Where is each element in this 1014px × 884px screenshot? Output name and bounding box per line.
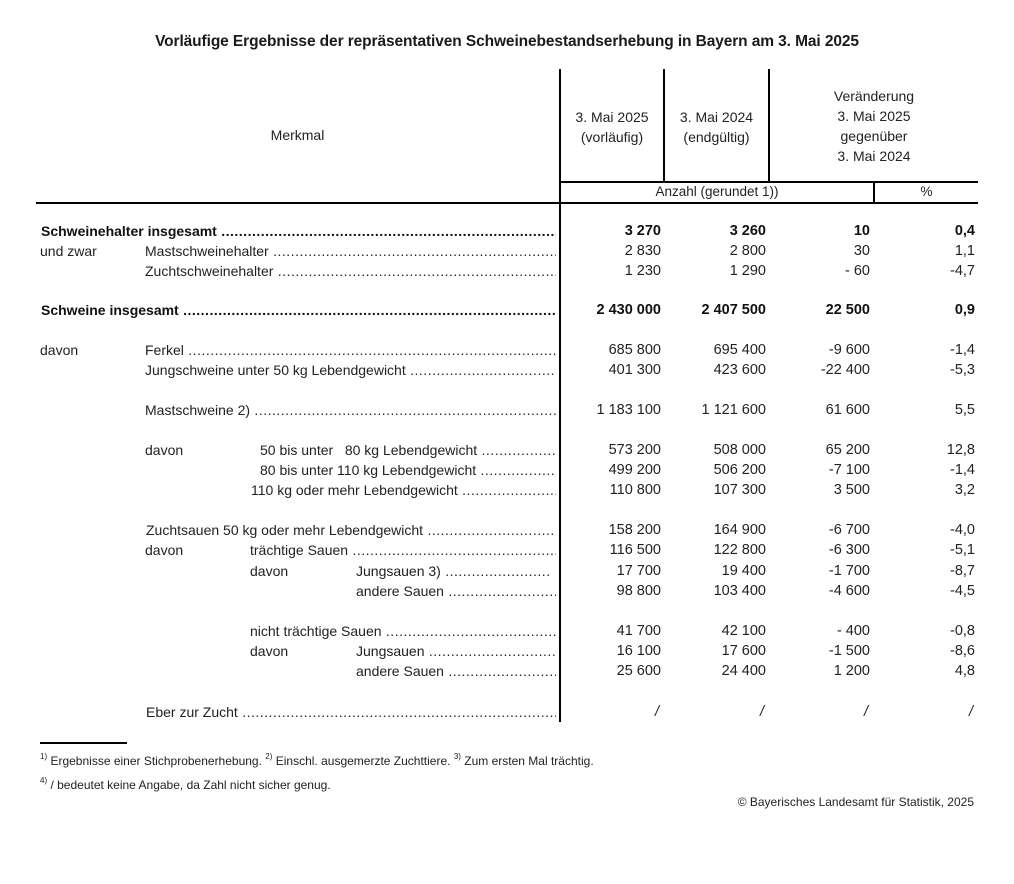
footnote-marker-1: 1) — [40, 752, 48, 761]
table-cell: 4,8 — [954, 663, 975, 679]
table-cell: 12,8 — [946, 442, 975, 458]
table-cell: 2 800 — [729, 243, 766, 259]
table-cell: -9 600 — [828, 342, 870, 358]
table-cell: 122 800 — [713, 542, 766, 558]
table-cell: 3 500 — [833, 482, 870, 498]
row-label-jungschweine: Jungschweine unter 50 kg Lebendgewicht ..... — [145, 360, 556, 380]
table-cell: 110 800 — [609, 482, 661, 498]
page-title: Vorläufige Ergebnisse der repräsentativen Schweinebestandserhebung in Bayern am 3. Mai 2025 — [155, 33, 859, 50]
table-cell: -4,7 — [950, 263, 975, 279]
row-label-50-80kg: 50 bis unter 80 kg Lebendgewicht ..... — [260, 440, 556, 460]
table-cell: -6 700 — [828, 522, 870, 538]
divider-merkmal-values — [559, 69, 561, 722]
table-cell: 41 700 — [616, 623, 661, 639]
table-cell: 30 — [853, 243, 870, 259]
table-cell: - 60 — [845, 263, 870, 279]
row-prefix-davon: davon — [145, 542, 184, 558]
row-label-jungsauen-nicht-traechtig: Jungsauen ..... — [356, 641, 556, 661]
header-col-2025 — [561, 107, 663, 147]
row-prefix-davon: davon — [250, 643, 289, 659]
table-cell: 103 400 — [713, 583, 766, 599]
table-cell: -1,4 — [950, 342, 975, 358]
table-cell: - 400 — [836, 623, 870, 639]
table-cell: 116 500 — [609, 542, 661, 558]
header-col-2024-date: 3. Mai 2024 — [679, 109, 754, 125]
header-change-line1: Veränderung — [833, 88, 915, 104]
table-cell: 65 200 — [825, 442, 870, 458]
row-label-110kg-plus: 110 kg oder mehr Lebendgewicht ..... — [251, 480, 556, 500]
table-cell: 5,5 — [954, 402, 975, 418]
table-cell: -5,1 — [950, 542, 975, 558]
row-label-andere-sauen-nicht-traechtig: andere Sauen ..... — [356, 661, 556, 681]
row-label-schweinehalter-insgesamt: Schweinehalter insgesamt ..... — [41, 221, 556, 241]
footnote-marker-2: 2) — [265, 752, 273, 761]
row-label-ferkel: Ferkel ..... — [145, 340, 556, 360]
table-cell: 1 290 — [729, 263, 766, 279]
table-cell: / — [654, 704, 659, 720]
table-cell: 61 600 — [825, 402, 870, 418]
table-cell: -6 300 — [828, 542, 870, 558]
table-cell: 22 500 — [825, 302, 870, 318]
table-cell: 3,2 — [954, 482, 975, 498]
table-cell: 506 200 — [713, 462, 766, 478]
footnote-text-1: Ergebnisse einer Stichprobenerhebung. — [47, 754, 266, 768]
header-col-2025-status: (vorläufig) — [580, 129, 644, 145]
table-cell: 3 260 — [729, 223, 766, 239]
table-cell: -0,8 — [950, 623, 975, 639]
table-cell: 17 600 — [721, 643, 766, 659]
row-label-80-110kg: 80 bis unter 110 kg Lebendgewicht ..... — [260, 460, 556, 480]
divider-header-body — [36, 202, 978, 204]
table-cell: 164 900 — [713, 522, 766, 538]
row-label-mastschweine: Mastschweine 2) ..... — [145, 400, 556, 420]
table-cell: -8,7 — [950, 563, 975, 579]
table-cell: 42 100 — [721, 623, 766, 639]
table-cell: -1,4 — [950, 462, 975, 478]
table-cell: 3 270 — [624, 223, 661, 239]
row-prefix-davon: davon — [40, 342, 79, 358]
table-cell: / — [968, 704, 973, 720]
row-label-schweine-insgesamt: Schweine insgesamt ..... — [41, 300, 556, 320]
header-change-line3: gegenüber — [840, 128, 908, 144]
table-cell: 25 600 — [616, 663, 661, 679]
table-cell: 17 700 — [616, 563, 661, 579]
table-cell: 107 300 — [713, 482, 766, 498]
header-col-change — [770, 86, 978, 166]
table-cell: 423 600 — [713, 362, 766, 378]
table-cell: -1 500 — [828, 643, 870, 659]
row-label-jungsauen-traechtig: Jungsauen 3) ..... — [356, 561, 549, 581]
table-cell: 401 300 — [608, 362, 661, 378]
table-cell: 1,1 — [954, 243, 975, 259]
row-label-eber-zur-zucht: Eber zur Zucht ..... — [146, 702, 556, 722]
table-cell: 1 183 100 — [596, 402, 661, 418]
table-cell: 695 400 — [713, 342, 766, 358]
header-unit-percent: % — [920, 184, 933, 199]
table-cell: 1 121 600 — [701, 402, 766, 418]
footnote-text-4: / bedeutet keine Angabe, da Zahl nicht sicher genug. — [47, 778, 331, 792]
row-label-zuchtschweinehalter: Zuchtschweinehalter ..... — [145, 261, 556, 281]
footnote-line-2 — [40, 776, 331, 792]
table-cell: -1 700 — [828, 563, 870, 579]
footnote-line-1 — [40, 752, 594, 768]
table-cell: 1 230 — [624, 263, 661, 279]
row-label-zuchtsauen: Zuchtsauen 50 kg oder mehr Lebendgewicht ..... — [146, 520, 556, 540]
table-cell: 16 100 — [616, 643, 661, 659]
table-cell: 98 800 — [616, 583, 661, 599]
table-cell: 685 800 — [608, 342, 661, 358]
table-cell: -4,5 — [950, 583, 975, 599]
row-prefix-davon: davon — [145, 442, 184, 458]
table-cell: 10 — [853, 223, 870, 239]
footnote-text-2: Einschl. ausgemerzte Zuchttiere. — [272, 754, 454, 768]
table-cell: 19 400 — [721, 563, 766, 579]
table-cell: -7 100 — [828, 462, 870, 478]
row-label-nicht-traechtige-sauen: nicht trächtige Sauen ..... — [250, 621, 556, 641]
row-prefix-und-zwar: und zwar — [40, 243, 97, 259]
table-cell: 573 200 — [608, 442, 661, 458]
header-col-2024 — [665, 107, 768, 147]
table-cell: 2 407 500 — [701, 302, 766, 318]
table-cell: 158 200 — [608, 522, 661, 538]
table-cell: -4 600 — [828, 583, 870, 599]
header-merkmal: Merkmal — [270, 127, 325, 143]
row-label-andere-sauen-traechtig: andere Sauen ..... — [356, 581, 556, 601]
footnote-marker-4: 4) — [40, 776, 48, 785]
header-unit-count: Anzahl (gerundet 1)) — [655, 184, 779, 199]
row-prefix-davon: davon — [250, 563, 289, 579]
row-label-traechtige-sauen: trächtige Sauen ..... — [250, 540, 556, 560]
copyright: © Bayerisches Landesamt für Statistik, 2025 — [737, 795, 974, 809]
header-change-line2: 3. Mai 2025 — [837, 108, 911, 124]
table-cell: 499 200 — [608, 462, 661, 478]
footnote-rule — [40, 742, 127, 744]
table-cell: -5,3 — [950, 362, 975, 378]
table-cell: -22 400 — [820, 362, 870, 378]
header-col-2025-date: 3. Mai 2025 — [575, 109, 649, 125]
footnote-text-3: Zum ersten Mal trächtig. — [460, 754, 594, 768]
table-cell: 508 000 — [713, 442, 766, 458]
table-cell: 1 200 — [833, 663, 870, 679]
table-cell: -4,0 — [950, 522, 975, 538]
table-cell: 0,4 — [954, 223, 975, 239]
header-change-line4: 3. Mai 2024 — [837, 148, 911, 164]
table-cell: 0,9 — [954, 302, 975, 318]
footnote-marker-3: 3) — [453, 752, 461, 761]
table-cell: 24 400 — [721, 663, 766, 679]
row-label-mastschweinehalter: Mastschweinehalter ..... — [145, 241, 556, 261]
table-cell: / — [759, 704, 764, 720]
table-cell: -8,6 — [950, 643, 975, 659]
header-col-2024-status: (endgültig) — [683, 129, 750, 145]
table-cell: 2 830 — [624, 243, 661, 259]
table-cell: / — [863, 704, 868, 720]
table-cell: 2 430 000 — [596, 302, 661, 318]
